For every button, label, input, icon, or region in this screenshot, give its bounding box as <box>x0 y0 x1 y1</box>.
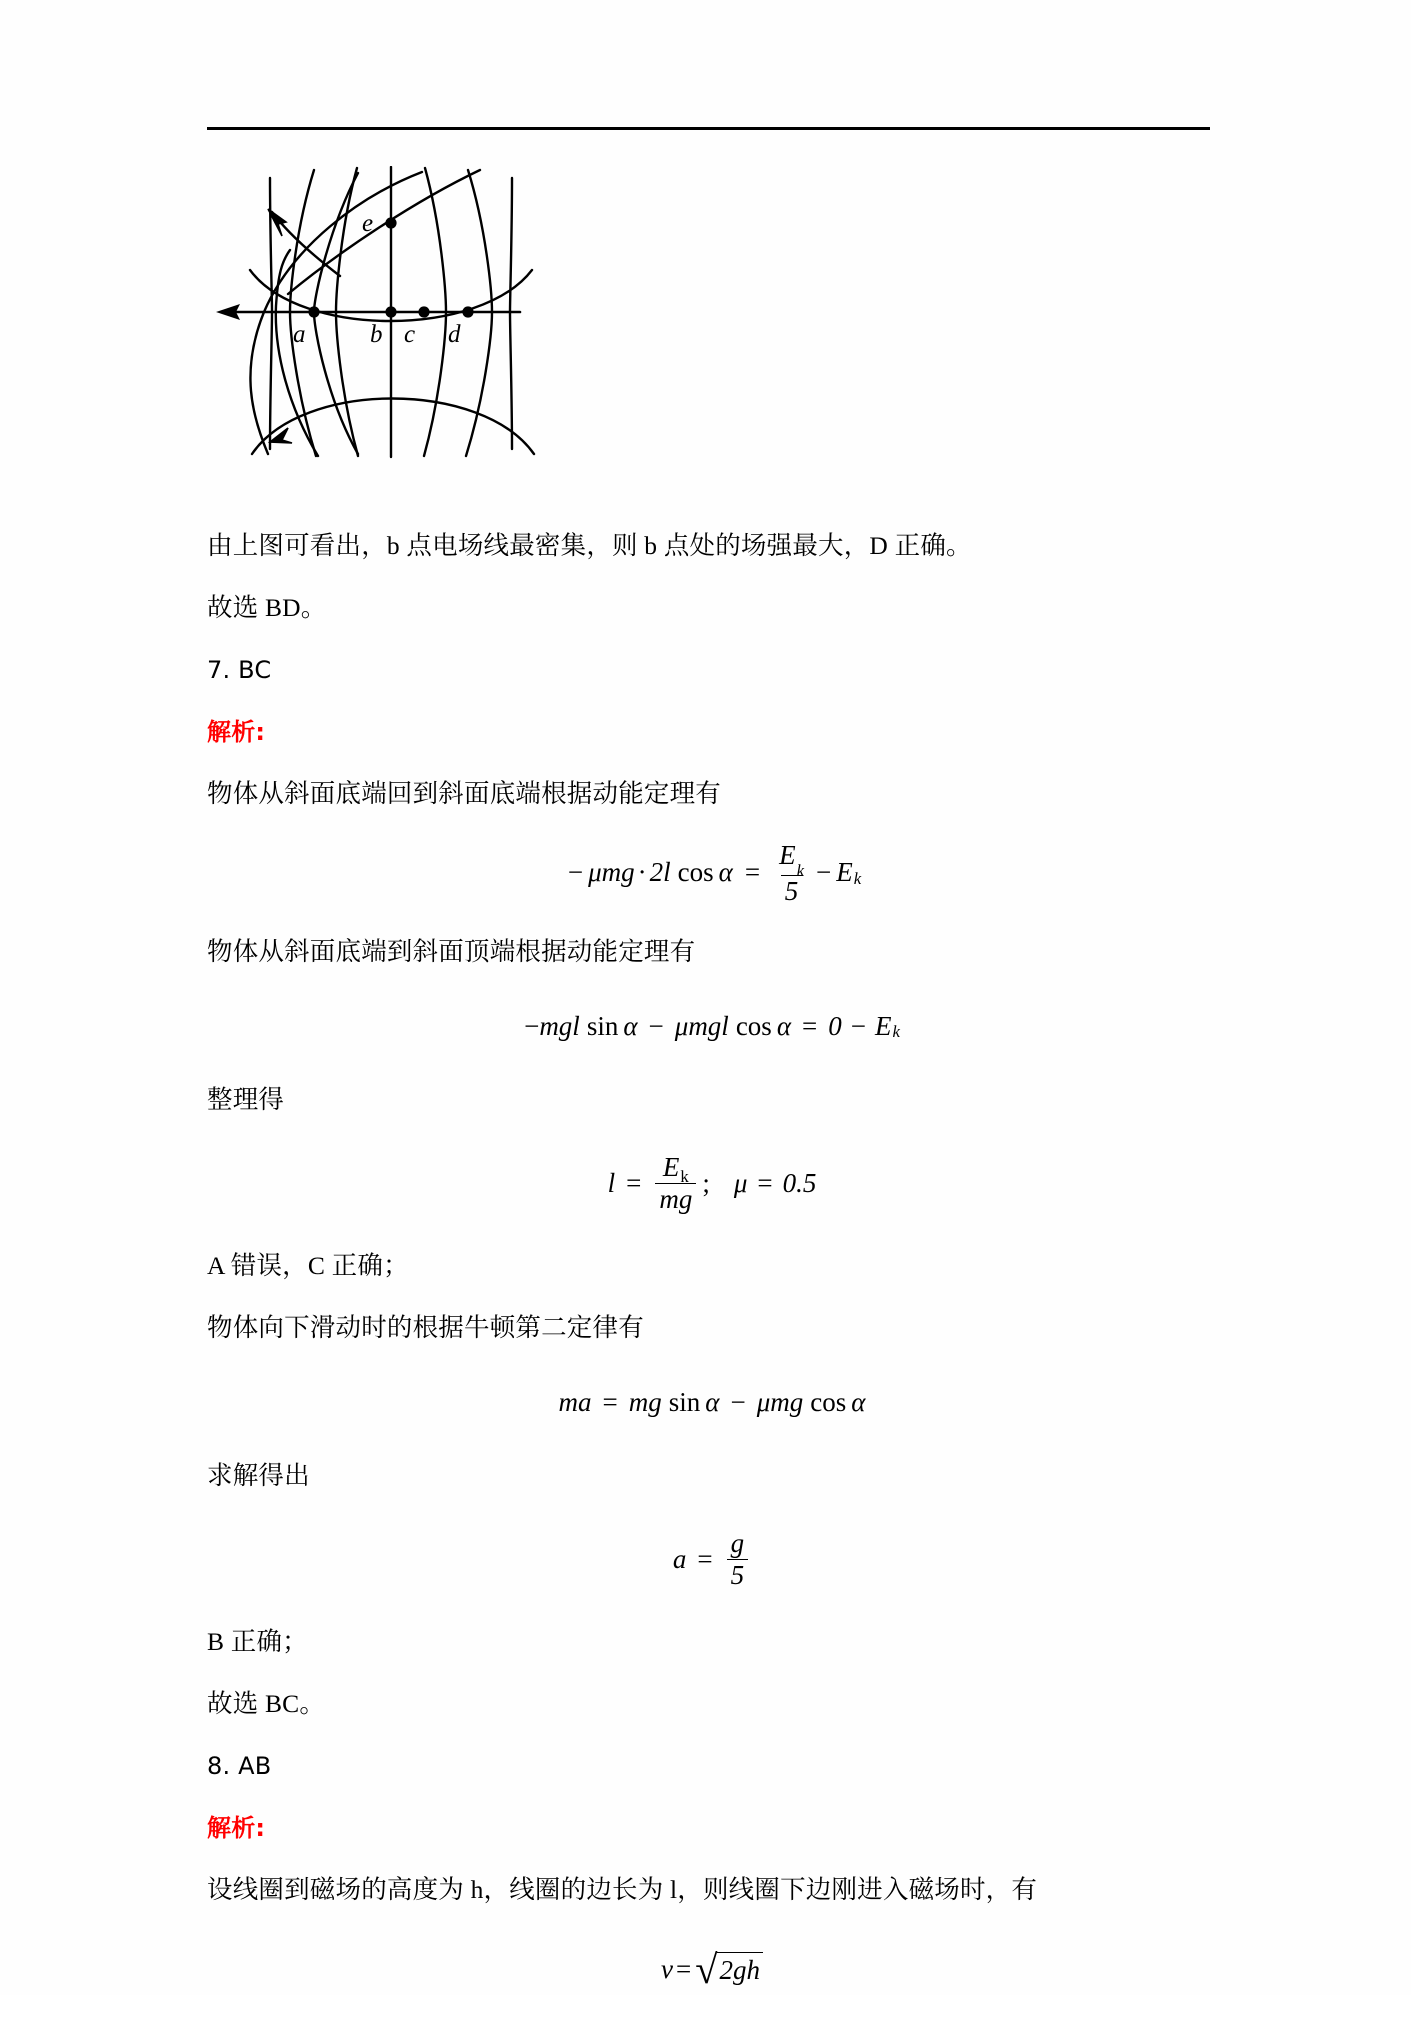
answer-item-7: 7. BC <box>207 656 272 684</box>
equation-3: l = $\frac{E_k}{mg}$ ; μ = 0.5 <box>607 1151 817 1214</box>
point-c-dot <box>418 306 429 317</box>
answer-item-8: 8. AB <box>207 1752 272 1780</box>
paragraph-b-correct: B 正确； <box>207 1627 308 1657</box>
field-line-right-outer <box>510 178 512 449</box>
arrowhead-lower-left <box>270 428 292 443</box>
paragraph-a-wrong-c-right: A 错误，C 正确； <box>207 1251 409 1281</box>
equation-1: − μ mg · 2l cos α = $\frac{E_k}{5}$ − E k <box>567 839 862 906</box>
paragraph-coil-setup: 设线圈到磁场的高度为 h，线圈的边长为 l，则线圈下边刚进入磁场时，有 <box>207 1875 1038 1905</box>
point-label-b: b <box>370 321 383 348</box>
equation-6: v = √ 2gh <box>207 1921 1217 2017</box>
equation-5: a = $\frac{g}{5}$ <box>207 1507 1217 1611</box>
document-body <box>207 515 1217 2017</box>
electric-field-lines-diagram <box>210 166 585 459</box>
paragraph-answer-bd: 故选 BD。 <box>207 593 327 623</box>
paragraph-conclusion-b-point: 由上图可看出，b 点电场线最密集，则 b 点处的场强最大，D 正确。 <box>207 531 972 561</box>
field-lines-svg <box>210 166 585 459</box>
equation-4: ma = mg sin α − μ mg cos α <box>558 1386 866 1417</box>
paragraph-kinetic-energy-theorem-1: 物体从斜面底端回到斜面底端根据动能定理有 <box>207 779 722 809</box>
analysis-label-7: 解析: <box>207 718 266 746</box>
paragraph-solve: 求解得出 <box>207 1461 310 1491</box>
point-label-e: e <box>362 210 374 237</box>
point-e-dot <box>385 217 396 228</box>
point-b-dot <box>385 306 396 317</box>
field-line-left-outer <box>270 178 272 449</box>
paragraph-rearrange: 整理得 <box>207 1085 285 1115</box>
point-a-dot <box>308 306 319 317</box>
paragraph-answer-bc: 故选 BC。 <box>207 1689 326 1719</box>
header-rule <box>207 127 1210 130</box>
point-d-dot <box>462 306 473 317</box>
point-label-c: c <box>404 321 416 348</box>
point-label-d: d <box>448 321 461 348</box>
paragraph-kinetic-energy-theorem-2: 物体从斜面底端到斜面顶端根据动能定理有 <box>207 937 696 967</box>
paragraph-newton-second-law: 物体向下滑动时的根据牛顿第二定律有 <box>207 1313 644 1343</box>
point-label-a: a <box>293 321 306 348</box>
analysis-label-8: 解析: <box>207 1814 266 1842</box>
equation-2: − mgl sin α − μ mgl cos α = 0 − E k <box>524 1010 900 1042</box>
